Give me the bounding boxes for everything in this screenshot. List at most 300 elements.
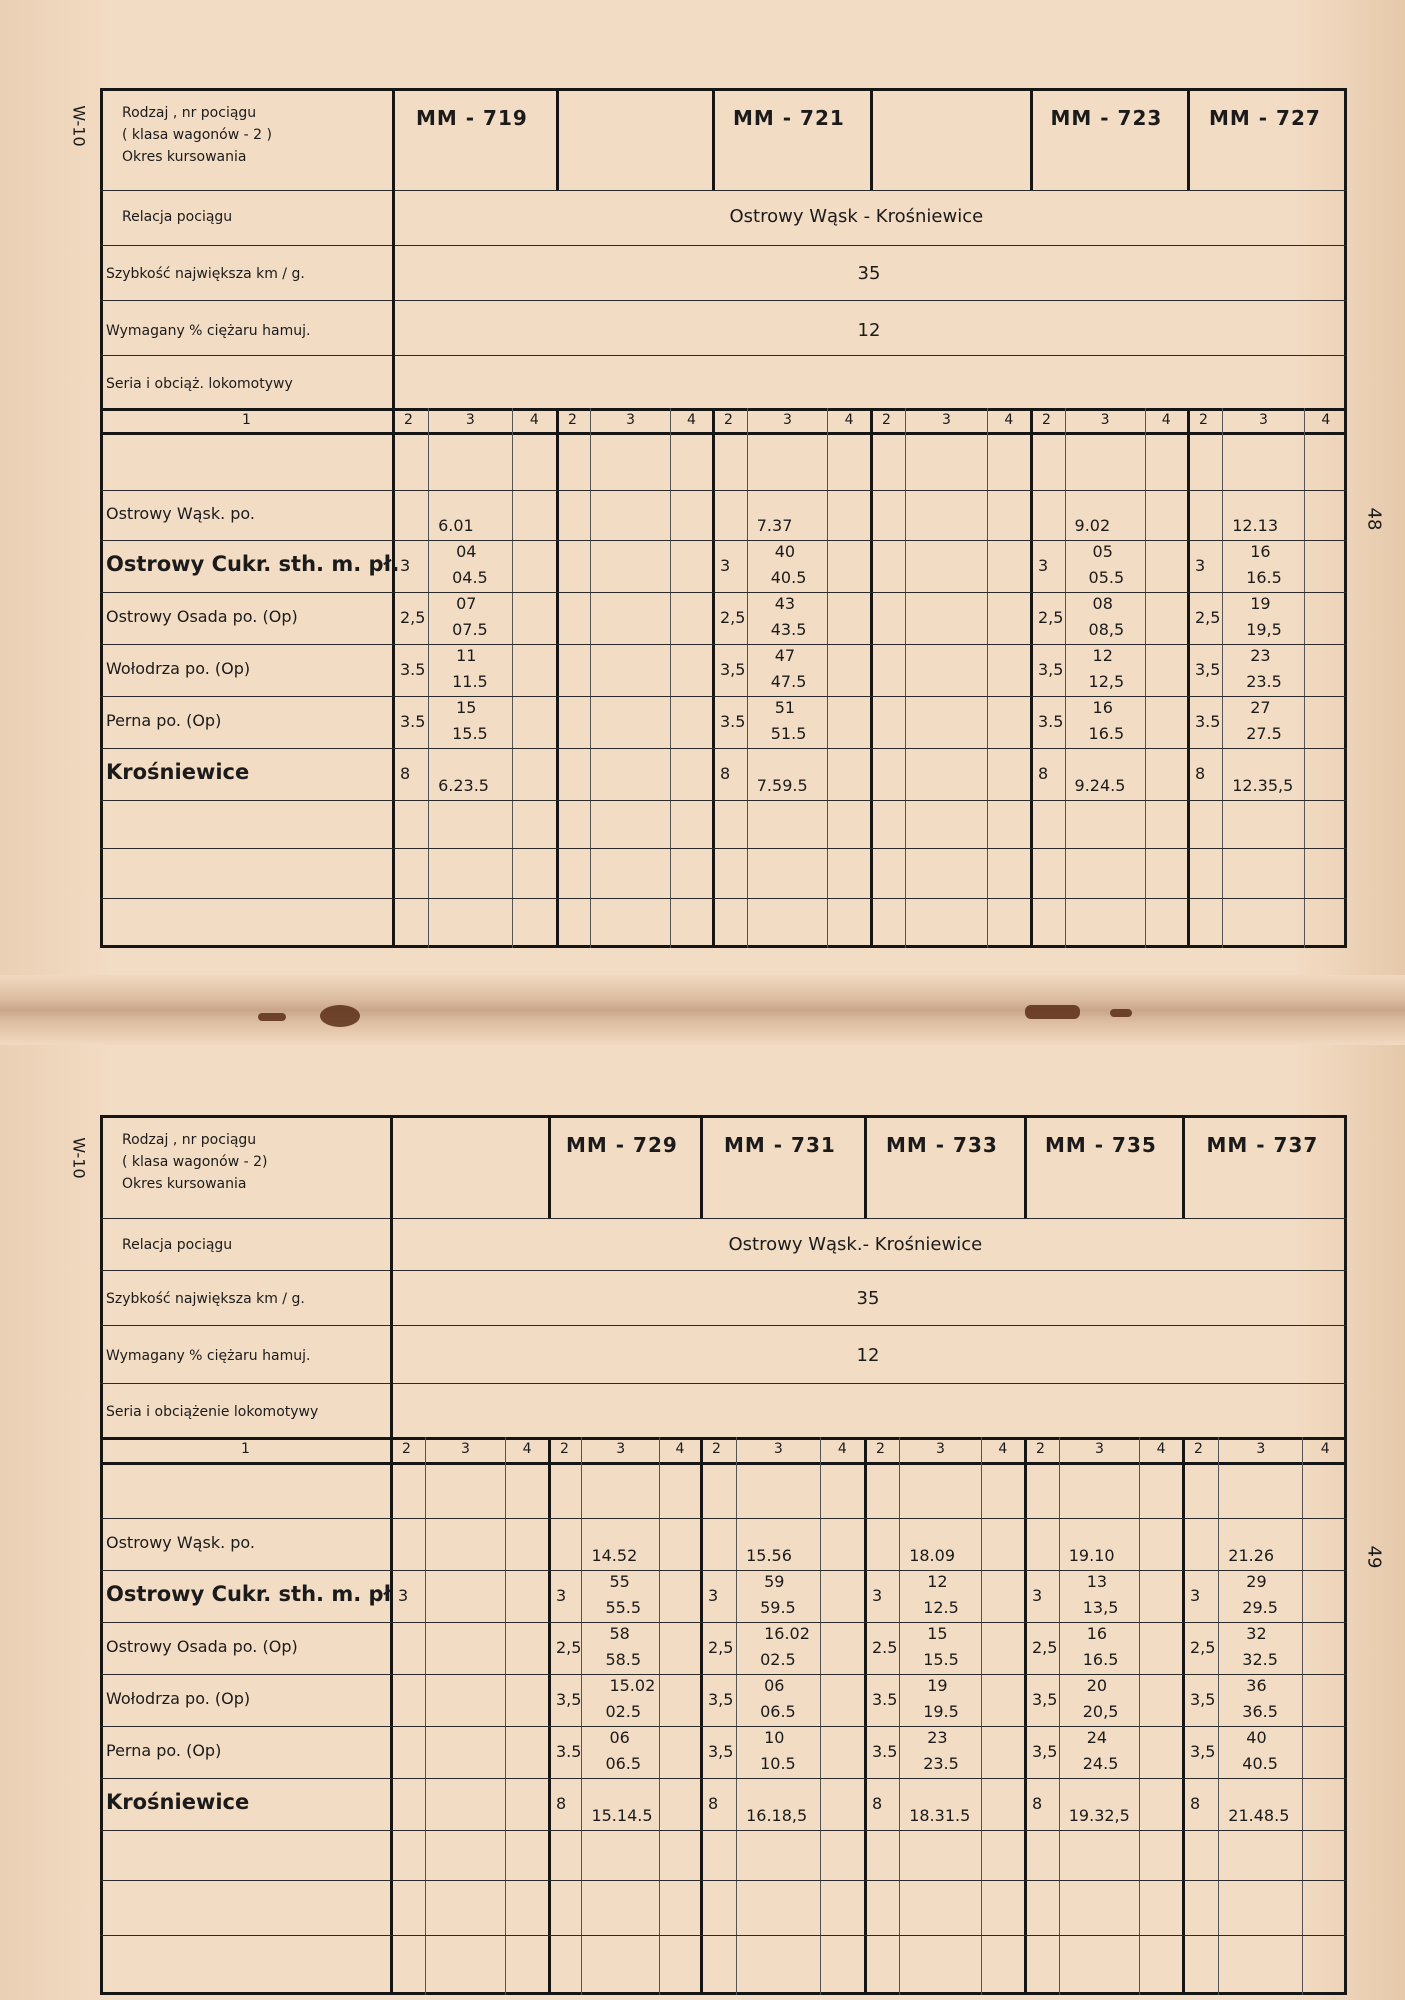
distance-km: 3 bbox=[708, 1586, 719, 1605]
departure-time: 10.5 bbox=[760, 1754, 796, 1773]
sub-column-divider bbox=[1065, 408, 1066, 948]
train-block-divider bbox=[392, 408, 395, 948]
ink-stain bbox=[320, 1005, 360, 1027]
departure-time: 16.5 bbox=[1082, 1650, 1119, 1669]
row-line bbox=[100, 1778, 1347, 1779]
distance-km: 3,5 bbox=[1038, 660, 1064, 679]
distance-km: 3 bbox=[1190, 1586, 1201, 1605]
timetable-frame bbox=[100, 1115, 1347, 1995]
arrival-time: 07 bbox=[456, 594, 477, 613]
column-number: 4 bbox=[1321, 412, 1331, 428]
distance-km: 2,5 bbox=[1195, 608, 1221, 627]
arrival-time: 15 bbox=[927, 1624, 948, 1643]
station-name: Ostrowy Wąsk. po. bbox=[106, 504, 256, 523]
arrival-time: 16.18,5 bbox=[746, 1806, 808, 1825]
station-name: Krośniewice bbox=[106, 1790, 250, 1814]
timetable-frame bbox=[100, 88, 1347, 948]
distance-km: 3.5 bbox=[1195, 712, 1221, 731]
train-column-divider bbox=[1024, 1115, 1027, 1218]
train-number: MM - 719 bbox=[416, 106, 528, 130]
column-number: 3 bbox=[783, 412, 792, 428]
sub-column-divider bbox=[736, 1437, 737, 1995]
departure-time: 40.5 bbox=[770, 568, 807, 587]
grid-line bbox=[100, 355, 1347, 356]
arrival-time: 16 bbox=[1092, 698, 1113, 717]
sub-column-divider bbox=[981, 1437, 982, 1995]
arrival-time: 32 bbox=[1246, 1624, 1267, 1643]
departure-time: 07.5 bbox=[452, 620, 488, 639]
arrival-time: 10 bbox=[764, 1728, 785, 1747]
train-column-divider bbox=[870, 88, 873, 190]
sub-column-divider bbox=[905, 408, 906, 948]
sub-column-divider bbox=[1059, 1437, 1060, 1995]
arrival-time: 29 bbox=[1246, 1572, 1267, 1591]
row-line bbox=[100, 1674, 1347, 1675]
distance-km: 8 bbox=[1032, 1794, 1043, 1813]
page-number: 48 bbox=[1363, 507, 1385, 531]
station-name: Ostrowy Cukr. sth. m. pł. bbox=[106, 552, 400, 576]
distance-km: 2,5 bbox=[1032, 1638, 1058, 1657]
row-line bbox=[100, 1830, 1347, 1831]
relation-value: Ostrowy Wąsk.- Krośniewice bbox=[728, 1234, 983, 1255]
distance-km: 3,5 bbox=[708, 1742, 734, 1761]
distance-km: 8 bbox=[872, 1794, 883, 1813]
distance-km: 3.5 bbox=[556, 1742, 582, 1761]
book-gutter bbox=[0, 975, 1405, 1045]
departure-time: 20,5 bbox=[1082, 1702, 1119, 1721]
departure-time: 32.5 bbox=[1242, 1650, 1278, 1669]
arrival-time: 59 bbox=[764, 1572, 785, 1591]
departure-time: 24.5 bbox=[1082, 1754, 1119, 1773]
station-name: Ostrowy Osada po. (Op) bbox=[106, 607, 298, 626]
grid-line bbox=[100, 190, 1347, 191]
arrival-time: 40 bbox=[774, 542, 796, 561]
grid-line bbox=[100, 300, 1347, 301]
row-line bbox=[100, 1726, 1347, 1727]
departure-time: 02.5 bbox=[605, 1702, 642, 1721]
braking-percent-value: 12 bbox=[856, 1345, 880, 1366]
sub-column-divider bbox=[581, 1437, 582, 1995]
column-number: 2 bbox=[1042, 412, 1051, 428]
column-number: 4 bbox=[998, 1441, 1008, 1457]
departure-time: 43.5 bbox=[770, 620, 807, 639]
arrival-time: 7.59.5 bbox=[756, 776, 808, 795]
row-line bbox=[100, 1935, 1347, 1936]
train-block-divider bbox=[1024, 1437, 1027, 1995]
arrival-time: 05 bbox=[1092, 542, 1113, 561]
max-speed-value: 35 bbox=[856, 1288, 880, 1309]
row-line bbox=[100, 644, 1347, 645]
distance-km: 8 bbox=[708, 1794, 719, 1813]
station-name: Krośniewice bbox=[106, 760, 250, 784]
grid-line bbox=[100, 1270, 1347, 1271]
train-block-divider bbox=[390, 1437, 393, 1995]
departure-time: 51.5 bbox=[770, 724, 807, 743]
station-name: Wołodrza po. (Op) bbox=[106, 1689, 251, 1708]
arrival-time: 24 bbox=[1086, 1728, 1108, 1747]
distance-km: 3,5 bbox=[1032, 1742, 1058, 1761]
departure-time: 13,5 bbox=[1082, 1598, 1119, 1617]
arrival-time: 12 bbox=[1092, 646, 1113, 665]
ink-stain bbox=[258, 1013, 286, 1021]
train-column-divider bbox=[712, 88, 715, 190]
distance-km: 3 bbox=[1032, 1586, 1043, 1605]
departure-time: 04.5 bbox=[452, 568, 488, 587]
row-line bbox=[100, 898, 1347, 899]
sub-column-divider bbox=[987, 408, 988, 948]
column-number: 4 bbox=[529, 412, 539, 428]
relation-label: Relacja pociągu bbox=[122, 209, 233, 225]
column-number: 1 bbox=[241, 1441, 250, 1457]
row-line bbox=[100, 800, 1347, 801]
column-number: 2 bbox=[882, 412, 891, 428]
distance-km: 3.5 bbox=[400, 660, 426, 679]
train-column-divider bbox=[548, 1115, 551, 1218]
train-number: MM - 727 bbox=[1209, 106, 1321, 130]
distance-km: 3.5 bbox=[872, 1742, 898, 1761]
row-line bbox=[100, 696, 1347, 697]
train-number: MM - 723 bbox=[1050, 106, 1163, 130]
departure-time: 12.13 bbox=[1232, 516, 1278, 535]
row-line bbox=[100, 1518, 1347, 1519]
ink-stain bbox=[1110, 1009, 1132, 1017]
page-number: 49 bbox=[1363, 1545, 1385, 1569]
distance-km: 8 bbox=[556, 1794, 567, 1813]
departure-time: 23.5 bbox=[923, 1754, 959, 1773]
departure-time: 16.5 bbox=[1246, 568, 1282, 587]
arrival-time: 9.24.5 bbox=[1074, 776, 1126, 795]
distance-km: 3 bbox=[872, 1586, 883, 1605]
departure-time: 9.02 bbox=[1074, 516, 1111, 535]
train-kind-label: ( klasa wagonów - 2 ) bbox=[122, 127, 272, 143]
train-column-divider bbox=[700, 1115, 703, 1218]
train-kind-label: ( klasa wagonów - 2) bbox=[122, 1154, 268, 1170]
departure-time: 12,5 bbox=[1088, 672, 1125, 691]
row-line bbox=[100, 748, 1347, 749]
departure-time: 11.5 bbox=[452, 672, 488, 691]
row-line bbox=[100, 1622, 1347, 1623]
departure-time: 08,5 bbox=[1088, 620, 1125, 639]
relation-value: Ostrowy Wąsk - Krośniewice bbox=[729, 206, 984, 227]
distance-km: 3,5 bbox=[720, 660, 746, 679]
column-number: 2 bbox=[560, 1441, 569, 1457]
column-number: 3 bbox=[465, 412, 475, 428]
column-number: 2 bbox=[876, 1441, 885, 1457]
distance-km: 8 bbox=[720, 764, 731, 783]
sub-column-divider bbox=[428, 408, 429, 948]
train-number: MM - 733 bbox=[886, 1133, 998, 1157]
distance-km: 3 bbox=[1195, 556, 1206, 575]
column-number: 3 bbox=[942, 412, 951, 428]
sub-column-divider bbox=[512, 408, 513, 948]
column-number: 3 bbox=[616, 1441, 626, 1457]
train-column-divider bbox=[1030, 88, 1033, 190]
departure-time: 15.5 bbox=[923, 1650, 959, 1669]
train-block-divider bbox=[700, 1437, 703, 1995]
distance-km: 8 bbox=[1038, 764, 1049, 783]
column-number: 3 bbox=[1095, 1441, 1104, 1457]
column-number: 4 bbox=[844, 412, 854, 428]
departure-time: 02.5 bbox=[760, 1650, 796, 1669]
grid-line bbox=[100, 1462, 1347, 1465]
grid-line bbox=[100, 1437, 1347, 1440]
distance-km: 3 bbox=[556, 1586, 567, 1605]
distance-km: 2,5 bbox=[720, 608, 746, 627]
station-name: Ostrowy Cukr. sth. m. pł bbox=[106, 1582, 392, 1606]
departure-time: 27.5 bbox=[1246, 724, 1282, 743]
departure-time: 19.5 bbox=[923, 1702, 959, 1721]
train-column-divider bbox=[1187, 88, 1190, 190]
arrival-time: 58 bbox=[609, 1624, 630, 1643]
column-number: 3 bbox=[1256, 1441, 1266, 1457]
departure-time: 06.5 bbox=[605, 1754, 642, 1773]
distance-km: 8 bbox=[1195, 764, 1206, 783]
train-block-divider bbox=[1030, 408, 1033, 948]
column-number: 4 bbox=[522, 1441, 532, 1457]
arrival-time: 19.32,5 bbox=[1068, 1806, 1130, 1825]
column-number: 4 bbox=[837, 1441, 847, 1457]
sub-column-divider bbox=[1145, 408, 1146, 948]
departure-time: 55.5 bbox=[605, 1598, 642, 1617]
train-column-divider bbox=[556, 88, 559, 190]
departure-time: 16.5 bbox=[1088, 724, 1125, 743]
column-number: 4 bbox=[686, 412, 696, 428]
arrival-time: 20 bbox=[1086, 1676, 1108, 1695]
arrival-time: 21.48.5 bbox=[1228, 1806, 1290, 1825]
distance-km: 2,5 bbox=[400, 608, 426, 627]
station-name: Wołodrza po. (Op) bbox=[106, 659, 251, 678]
distance-km: 3,5 bbox=[1190, 1690, 1216, 1709]
page-tag: W-10 bbox=[69, 1137, 89, 1179]
departure-time: 18.09 bbox=[909, 1546, 955, 1565]
column-number: 4 bbox=[1161, 412, 1171, 428]
departure-time: 21.26 bbox=[1228, 1546, 1275, 1565]
distance-km: 2,5 bbox=[708, 1638, 734, 1657]
sub-column-divider bbox=[827, 408, 828, 948]
departure-time: 7.37 bbox=[756, 516, 793, 535]
distance-km: 3.5 bbox=[1038, 712, 1064, 731]
column-number: 2 bbox=[712, 1441, 721, 1457]
arrival-time: 16 bbox=[1250, 542, 1271, 561]
distance-km: 2,5 bbox=[1190, 1638, 1216, 1657]
column-number: 4 bbox=[675, 1441, 685, 1457]
train-number: MM - 729 bbox=[566, 1133, 678, 1157]
train-block-divider bbox=[870, 408, 873, 948]
column-number: 1 bbox=[242, 412, 251, 428]
arrival-time: 06 bbox=[764, 1676, 785, 1695]
sub-column-divider bbox=[425, 1437, 426, 1995]
column-number: 3 bbox=[626, 412, 636, 428]
arrival-time: 08 bbox=[1092, 594, 1113, 613]
departure-time: 06.5 bbox=[760, 1702, 796, 1721]
arrival-time: 19 bbox=[927, 1676, 948, 1695]
braking-percent-label: Wymagany % ciężaru hamuj. bbox=[106, 1348, 311, 1364]
departure-time: 05.5 bbox=[1088, 568, 1125, 587]
arrival-time: 15 bbox=[456, 698, 477, 717]
departure-time: 15.56 bbox=[746, 1546, 792, 1565]
column-number: 2 bbox=[1199, 412, 1208, 428]
sub-column-divider bbox=[747, 408, 748, 948]
distance-km: 3.5 bbox=[400, 712, 426, 731]
train-column-divider bbox=[1182, 1115, 1185, 1218]
train-block-divider bbox=[712, 408, 715, 948]
distance-km: 3,5 bbox=[1195, 660, 1221, 679]
departure-time: 19,5 bbox=[1246, 620, 1282, 639]
arrival-time: 16.02 bbox=[764, 1624, 810, 1643]
locomotive-label: Seria i obciąż. lokomotywy bbox=[106, 376, 293, 392]
departure-time: 19.10 bbox=[1068, 1546, 1115, 1565]
grid-line bbox=[100, 1218, 1347, 1219]
sub-column-divider bbox=[1218, 1437, 1219, 1995]
arrival-time: 04 bbox=[456, 542, 477, 561]
departure-time: 47.5 bbox=[770, 672, 807, 691]
row-line bbox=[100, 592, 1347, 593]
sub-column-divider bbox=[590, 408, 591, 948]
arrival-time: 55 bbox=[609, 1572, 630, 1591]
station-name: Ostrowy Wąsk. po. bbox=[106, 1533, 256, 1552]
departure-time: 6.01 bbox=[438, 516, 474, 535]
departure-time: 40.5 bbox=[1242, 1754, 1278, 1773]
column-number: 2 bbox=[1036, 1441, 1045, 1457]
row-line bbox=[100, 1880, 1347, 1881]
distance-km: 3.5 bbox=[720, 712, 746, 731]
distance-km: 3,5 bbox=[1032, 1690, 1058, 1709]
arrival-time: 19 bbox=[1250, 594, 1271, 613]
arrival-time: 16 bbox=[1086, 1624, 1108, 1643]
grid-line bbox=[100, 245, 1347, 246]
column-number: 4 bbox=[1320, 1441, 1330, 1457]
distance-km: 2.5 bbox=[872, 1638, 898, 1657]
braking-percent-label: Wymagany % ciężaru hamuj. bbox=[106, 323, 311, 339]
column-number: 2 bbox=[404, 412, 413, 428]
sub-column-divider bbox=[659, 1437, 660, 1995]
arrival-time: 43 bbox=[774, 594, 796, 613]
column-number: 3 bbox=[773, 1441, 783, 1457]
distance-km: 2,5 bbox=[1038, 608, 1064, 627]
arrival-time: 23 bbox=[1250, 646, 1271, 665]
column-number: 4 bbox=[1156, 1441, 1166, 1457]
grid-line bbox=[100, 432, 1347, 435]
train-number: MM - 721 bbox=[733, 106, 845, 130]
station-name: Ostrowy Osada po. (Op) bbox=[106, 1637, 298, 1656]
column-number: 3 bbox=[1100, 412, 1110, 428]
train-number: MM - 737 bbox=[1206, 1133, 1319, 1157]
column-number: 2 bbox=[1194, 1441, 1203, 1457]
arrival-time: 12.35,5 bbox=[1232, 776, 1294, 795]
column-number: 3 bbox=[936, 1441, 945, 1457]
distance-km: 3 bbox=[720, 556, 731, 575]
distance-km: 3.5 bbox=[872, 1690, 898, 1709]
train-number: MM - 735 bbox=[1045, 1133, 1157, 1157]
distance-km: 3 bbox=[400, 556, 411, 575]
arrival-time: 6.23.5 bbox=[438, 776, 489, 795]
column-number: 2 bbox=[568, 412, 577, 428]
row-line bbox=[100, 490, 1347, 491]
arrival-time: 18.31.5 bbox=[909, 1806, 971, 1825]
departure-time: 14.52 bbox=[591, 1546, 638, 1565]
train-block-divider bbox=[1187, 408, 1190, 948]
departure-time: 59.5 bbox=[760, 1598, 796, 1617]
train-kind-label: Rodzaj , nr pociągu bbox=[122, 1132, 257, 1148]
max-speed-value: 35 bbox=[857, 263, 881, 284]
grid-line bbox=[100, 1325, 1347, 1326]
station-name: Perna po. (Op) bbox=[106, 1741, 222, 1760]
departure-time: 15.5 bbox=[452, 724, 488, 743]
distance-km: 3 bbox=[1038, 556, 1049, 575]
train-block-divider bbox=[556, 408, 559, 948]
row-line bbox=[100, 540, 1347, 541]
train-block-divider bbox=[1182, 1437, 1185, 1995]
arrival-time: 23 bbox=[927, 1728, 948, 1747]
distance-km: 3,5 bbox=[708, 1690, 734, 1709]
ink-stain bbox=[1025, 1005, 1080, 1019]
departure-time: 23.5 bbox=[1246, 672, 1282, 691]
arrival-time: 13 bbox=[1086, 1572, 1108, 1591]
distance-km: 8 bbox=[400, 764, 411, 783]
train-block-divider bbox=[548, 1437, 551, 1995]
arrival-time: 36 bbox=[1246, 1676, 1267, 1695]
arrival-time: 27 bbox=[1250, 698, 1271, 717]
column-number: 3 bbox=[1259, 412, 1268, 428]
distance-km: 3,5 bbox=[1190, 1742, 1216, 1761]
departure-time: 36.5 bbox=[1242, 1702, 1278, 1721]
grid-line bbox=[100, 408, 1347, 411]
departure-time: 12.5 bbox=[923, 1598, 959, 1617]
column-number: 2 bbox=[724, 412, 733, 428]
grid-line bbox=[100, 1383, 1347, 1384]
sub-column-divider bbox=[1222, 408, 1223, 948]
station-name: Perna po. (Op) bbox=[106, 711, 222, 730]
train-kind-label: Okres kursowania bbox=[122, 149, 247, 165]
train-kind-label: Rodzaj , nr pociągu bbox=[122, 105, 257, 121]
arrival-time: 12 bbox=[927, 1572, 948, 1591]
train-number: MM - 731 bbox=[724, 1133, 836, 1157]
arrival-time: 40 bbox=[1246, 1728, 1267, 1747]
departure-time: 29.5 bbox=[1242, 1598, 1278, 1617]
train-column-divider bbox=[864, 1115, 867, 1218]
page-tag: W-10 bbox=[69, 105, 89, 147]
arrival-time: 06 bbox=[609, 1728, 630, 1747]
braking-percent-value: 12 bbox=[857, 320, 881, 341]
row-line bbox=[100, 1570, 1347, 1571]
train-block-divider bbox=[864, 1437, 867, 1995]
sub-column-divider bbox=[899, 1437, 900, 1995]
sub-column-divider bbox=[820, 1437, 821, 1995]
arrival-time: 51 bbox=[774, 698, 796, 717]
row-line bbox=[100, 848, 1347, 849]
sub-column-divider bbox=[670, 408, 671, 948]
sub-column-divider bbox=[1302, 1437, 1303, 1995]
sub-column-divider bbox=[1304, 408, 1305, 948]
locomotive-label: Seria i obciążenie lokomotywy bbox=[106, 1404, 319, 1420]
distance-km: 8 bbox=[1190, 1794, 1201, 1813]
arrival-time: 47 bbox=[774, 646, 796, 665]
max-speed-label: Szybkość największa km / g. bbox=[106, 266, 305, 282]
sub-column-divider bbox=[1139, 1437, 1140, 1995]
column-number: 3 bbox=[461, 1441, 470, 1457]
relation-label: Relacja pociągu bbox=[122, 1237, 233, 1253]
column-number: 2 bbox=[402, 1441, 411, 1457]
arrival-time: 15.02 bbox=[609, 1676, 656, 1695]
distance-km: 3 bbox=[398, 1586, 409, 1605]
distance-km: 2,5 bbox=[556, 1638, 582, 1657]
distance-km: 3,5 bbox=[556, 1690, 582, 1709]
arrival-time: 15.14.5 bbox=[591, 1806, 653, 1825]
column-number: 4 bbox=[1004, 412, 1014, 428]
sub-column-divider bbox=[505, 1437, 506, 1995]
departure-time: 58.5 bbox=[605, 1650, 642, 1669]
max-speed-label: Szybkość największa km / g. bbox=[106, 1291, 305, 1307]
